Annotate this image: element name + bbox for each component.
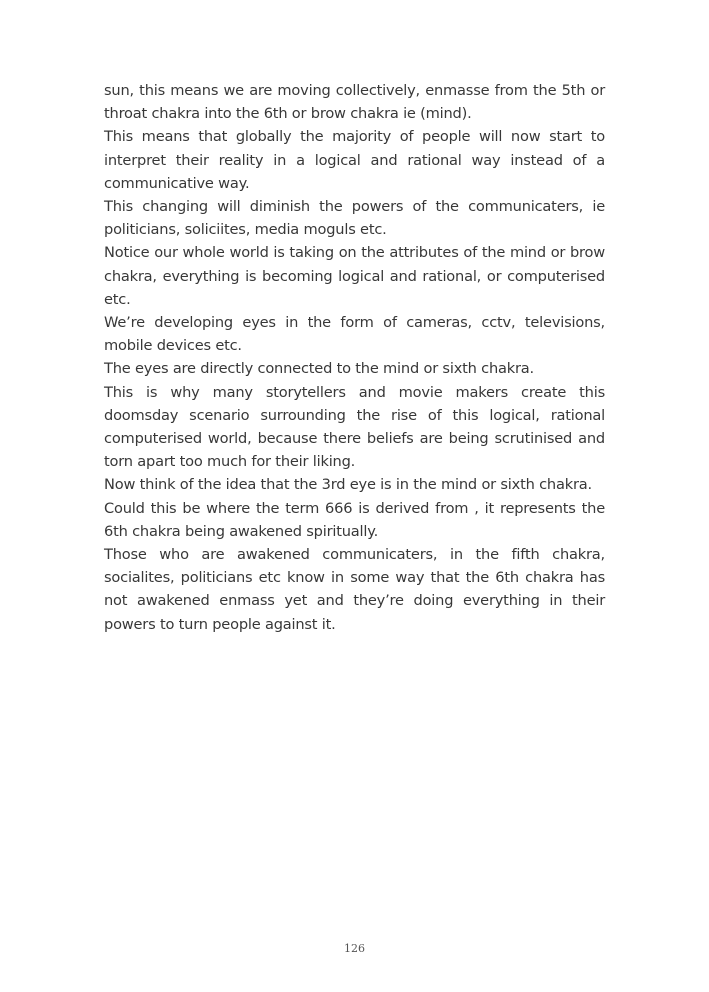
paragraph: Could this be where the term 666 is derived from , it represents the 6th chakra being awakened spiritually. [104, 499, 605, 540]
paragraph: This changing will diminish the powers of the communicaters, ie politicians, soliciites, media moguls etc. [104, 198, 605, 239]
paragraph: The eyes are directly connected to the mind or sixth chakra. [104, 360, 534, 378]
paragraph: sun, this means we are moving collectively, enmasse from the 5th or throat chakra into the 6th or brow chakra ie (mind). [104, 82, 605, 123]
paragraph: This is why many storytellers and movie makers create this doomsday scenario surrounding the rise of this logical, rational computerised world, because there beliefs are being scrutinised and torn apart too much for their liking. [104, 383, 605, 471]
page-number: 126 [344, 942, 365, 955]
paragraph: This means that globally the majority of people will now start to interpret their reality in a logical and rational way instead of a communicative way. [104, 128, 605, 192]
paragraph: We’re developing eyes in the form of cameras, cctv, televisions, mobile devices etc. [104, 314, 605, 355]
paragraph: Now think of the idea that the 3rd eye is in the mind or sixth chakra. [104, 476, 592, 494]
body-text [104, 79, 605, 636]
paragraph: Those who are awakened communicaters, in the fifth chakra, socialites, politicians etc know in some way that the 6th chakra has not awakened enmass yet and they’re doing everything in their powers to turn people against it. [104, 546, 605, 633]
paragraph: Notice our whole world is taking on the attributes of the mind or brow chakra, everything is becoming logical and rational, or computerised etc. [104, 244, 605, 308]
